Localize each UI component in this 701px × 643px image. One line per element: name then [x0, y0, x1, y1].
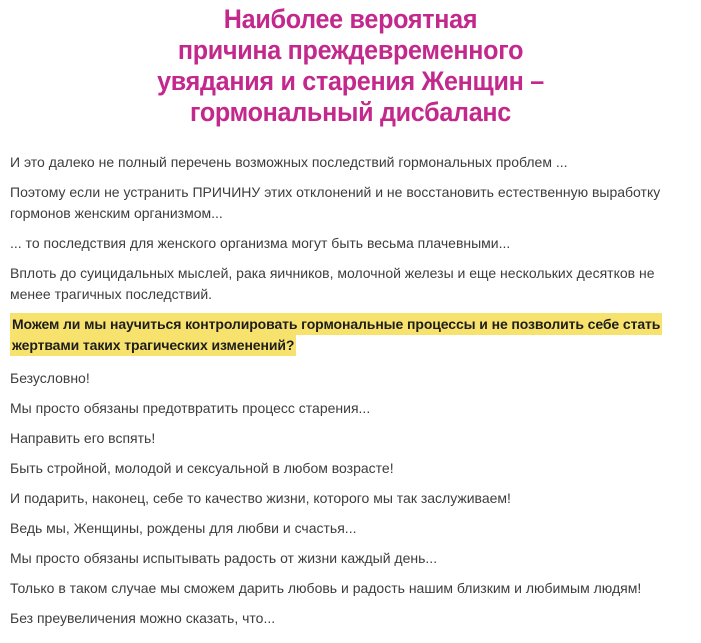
paragraph: Мы просто обязаны испытывать радость от жизни каждый день...: [10, 550, 438, 566]
paragraph: Вплоть до суицидальных мыслей, рака яичников, молочной железы и еще нескольких десятков не менее трагичных последствий.: [10, 265, 655, 302]
paragraph: Только в таком случае мы сможем дарить любовь и радость нашим близким и любимым людям!: [10, 580, 642, 596]
paragraph: И подарить, наконец, себе то качество жизни, которого мы так заслуживаем!: [10, 490, 511, 506]
body-copy: [0, 128, 701, 629]
paragraph: Безусловно!: [10, 370, 90, 386]
paragraph: ... то последствия для женского организма могут быть весьма плачевными...: [10, 235, 511, 251]
title-line: Наиболее вероятная: [223, 4, 478, 34]
paragraph: Быть стройной, молодой и сексуальной в любом возрасте!: [10, 460, 394, 476]
title-line: причина преждевременного: [177, 35, 524, 65]
paragraph: Мы просто обязаны предотвратить процесс старения...: [10, 400, 371, 416]
paragraph: Ведь мы, Женщины, рождены для любви и счастья...: [10, 520, 357, 536]
title-line: увядания и старения Женщин –: [157, 66, 544, 96]
highlighted-question: Можем ли мы научиться контролировать гормональные процессы и не позволить себе стать жертвами таких трагических изменений?: [10, 313, 662, 356]
paragraph: И это далеко не полный перечень возможных последствий гормональных проблем ...: [10, 154, 568, 170]
landing-page: [0, 4, 701, 643]
paragraph: Без преувеличения можно сказать, что...: [10, 610, 276, 626]
paragraph: Поэтому если не устранить ПРИЧИНУ этих отклонений и не восстановить естественную выработку гормонов женским организмом...: [10, 184, 661, 221]
title-line: гормональный дисбаланс: [190, 97, 511, 127]
paragraph: Направить его вспять!: [10, 430, 156, 446]
paragraph: [10, 314, 691, 356]
page-title: [25, 4, 677, 128]
